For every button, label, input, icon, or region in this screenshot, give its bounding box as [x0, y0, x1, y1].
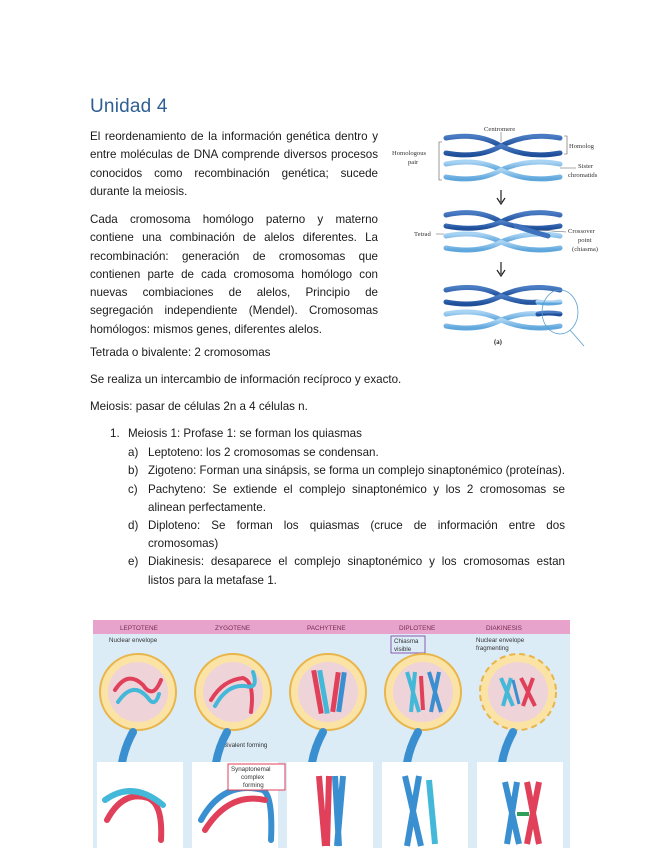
- sublist-text: Leptoteno: los 2 cromosomas se condensan.: [148, 446, 379, 460]
- label-homologous: Homologous: [392, 150, 427, 157]
- sublist-text: Zigoteno: Forman una sinápsis, se forma un complejo sinaptonémico (proteínas).: [148, 464, 565, 478]
- sublist-text: Diakinesis: desaparece el complejo sinaptonémico y los cromosomas estan listos para la metafase 1.: [148, 555, 565, 587]
- label-pair: pair: [408, 159, 419, 166]
- sublist-letter: d): [128, 519, 139, 533]
- list-number: 1.: [110, 427, 120, 440]
- stage-diakinesis: DIAKINESIS: [486, 625, 522, 632]
- label-synaptonemal: Synaptonemal: [231, 766, 271, 773]
- homolog-pair-graphic: [446, 136, 560, 179]
- label-complex: complex: [241, 774, 265, 781]
- label-bivalent: Bivalent forming: [223, 742, 268, 749]
- arrow-down-icon: [497, 190, 505, 204]
- nucleus-pachytene: [290, 654, 366, 730]
- sublist-letter: e): [128, 555, 139, 569]
- sublist-item-zygotene: [128, 462, 565, 480]
- sublist-letter: a): [128, 446, 139, 460]
- bracket-icon: [439, 142, 442, 180]
- label-point: point: [578, 237, 592, 244]
- arrow-down-icon: [497, 262, 505, 276]
- sublist-item-diakinesis: [128, 553, 565, 589]
- stage-zygotene: ZYGOTENE: [215, 625, 251, 632]
- stage-diplotene: DIPLOTENE: [399, 625, 436, 632]
- meiosis-list: [110, 425, 565, 590]
- list-item-text: Meiosis 1: Profase 1: se forman los quiasmas: [128, 427, 362, 440]
- recombinant-graphic: [446, 288, 560, 328]
- prophase-stages-figure: [93, 620, 570, 848]
- sublist-letter: b): [128, 464, 139, 478]
- label-panel-a: (a): [494, 339, 502, 346]
- nucleus-leptotene: [100, 654, 176, 730]
- label-nuclear-envelope: Nuclear envelope: [109, 637, 158, 644]
- homolog-paragraph: Cada cromosoma homólogo paterno y materno contiene una combinación de alelos diferentes. La recombinación: generación de cromosomas que contienen parte de cada cromosoma homólogo con nuevas combiaciones de alelos, Principio de segregación independiente (Mendel). Cromosomas homólogos: mismos genes, diferentes alelos.: [90, 213, 378, 336]
- bracket-icon: [564, 136, 567, 154]
- label-chromatids: chromatids: [568, 172, 598, 179]
- sublist-text: Diploteno: Se forman los quiasmas (cruce de información entre dos cromosomas): [148, 519, 565, 551]
- detail-box-diplotene: [382, 762, 468, 848]
- label-ne-fragmenting: Nuclear envelope: [476, 637, 525, 644]
- recombination-figure: [388, 122, 613, 347]
- label-fragmenting: fragmenting: [476, 645, 509, 652]
- nucleus-zygotene: [195, 654, 271, 730]
- sublist-item-pachytene: [128, 481, 565, 517]
- nucleus-diplotene: [385, 654, 461, 730]
- nucleus-diakinesis: [480, 654, 556, 730]
- sublist-item-leptotene: [128, 444, 565, 462]
- label-forming: forming: [243, 782, 264, 789]
- label-crossover: Crossover: [568, 228, 595, 235]
- label-sister: Sister: [578, 163, 594, 170]
- sublist-item-diplotene: [128, 517, 565, 553]
- intro-paragraph: El reordenamiento de la información genética dentro y entre moléculas de DNA comprende diversos procesos conocidos como recombinación genética; sucede durante la meiosis.: [90, 130, 378, 198]
- page-title: Unidad 4: [90, 96, 168, 117]
- sublist-text: Pachyteno: Se extiende el complejo sinaptonémico y los 2 cromosomas se alinean perfectamente.: [148, 482, 565, 514]
- label-visible: visible: [394, 646, 412, 653]
- label-centromere: Centromere: [484, 126, 516, 133]
- label-homolog: Homolog: [569, 143, 594, 150]
- sublist: [128, 444, 565, 590]
- label-tetrad: Tetrad: [414, 231, 431, 238]
- label-chiasma: Chiasma: [394, 638, 419, 645]
- label-chiasma: (chiasma): [572, 246, 598, 253]
- stage-leptotene: LEPTOTENE: [120, 625, 158, 632]
- tetrad-graphic: [446, 213, 560, 250]
- list-item: [110, 425, 565, 443]
- sublist-letter: c): [128, 482, 138, 496]
- meiosis-line: Meiosis: pasar de células 2n a 4 células n.: [90, 400, 308, 413]
- tetrad-line: Tetrada o bivalente: 2 cromosomas: [90, 346, 271, 359]
- exchange-line: Se realiza un intercambio de información recíproco y exacto.: [90, 373, 402, 386]
- stage-pachytene: PACHYTENE: [307, 625, 346, 632]
- detail-box-leptotene: [97, 762, 183, 848]
